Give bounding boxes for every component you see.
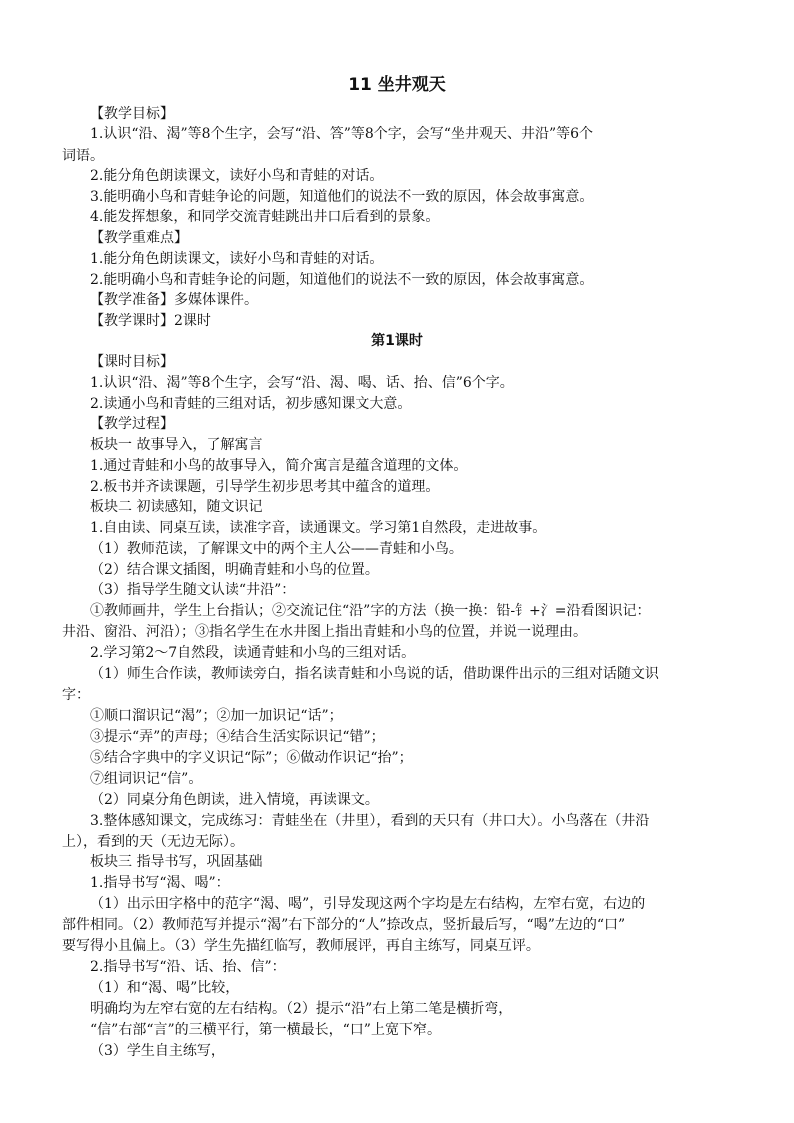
text-line: ①教师画井，学生上台指认；②交流记住“沿”字的方法（换一换：铅-钅+氵=沿看图识记：	[90, 603, 651, 619]
text-line: （1）师生合作读，教师读旁白，指名读青蛙和小鸟说的话，借助课件出示的三组对话随文识	[90, 666, 659, 682]
text-line: 【教学准备】多媒体课件。	[90, 292, 258, 308]
text-line: 3.能明确小鸟和青蛙争论的问题，知道他们的说法不一致的原因，体会故事寓意。	[90, 189, 594, 205]
text-line: 3.整体感知课文，完成练习：青蛙坐在（井里），看到的天只有（井口大）。小鸟落在（井沿	[90, 813, 650, 829]
text-line: 上），看到的天（无边无际）。	[62, 834, 244, 850]
text-line: 1.能分角色朗读课文，读好小鸟和青蛙的对话。	[90, 251, 384, 267]
section-heading: 【教学过程】	[90, 416, 174, 432]
text-line: 4.能发挥想象，和同学交流青蛙跳出井口后看到的景象。	[90, 209, 440, 225]
text-line: （2）同桌分角色朗读，进入情境，再读课文。	[90, 792, 379, 808]
text-line: （1）和“渴、喝”比较，	[90, 980, 240, 996]
text-line: 2.读通小鸟和青蛙的三组对话，初步感知课文大意。	[90, 396, 412, 412]
block-heading: 板块一 故事导入，了解寓言	[90, 437, 263, 453]
block-heading: 板块三 指导书写，巩固基础	[90, 854, 263, 870]
text-line: 1.认识“沿、渴”等8个生字，会写“沿、渴、喝、话、抬、信”6个字。	[90, 375, 514, 391]
text-line: 1.通过青蛙和小鸟的故事导入，简介寓言是蕴含道理的文体。	[90, 458, 468, 474]
page-title: 11 坐井观天	[348, 75, 446, 95]
text-line: 词语。	[62, 148, 104, 164]
text-line: 部件相同。（2）教师范写并提示“渴”右下部分的“人”捺改点，竖折最后写，“喝”左边的“口”	[62, 917, 626, 933]
text-line: 1.认识“沿、渴”等8个生字，会写“沿、答”等8个字，会写“坐井观天、井沿”等6个	[90, 126, 594, 142]
text-line: ③提示“弄”的声母；④结合生活实际识记“错”；	[90, 729, 385, 745]
text-line: ⑤结合字典中的字义识记“际”；⑥做动作识记“抬”；	[90, 750, 413, 766]
text-line: （1）出示田字格中的范字“渴、喝”，引导发现这两个字均是左右结构，左窄右宽，右边的	[90, 896, 646, 912]
section-subtitle: 第1课时	[371, 333, 423, 349]
text-line: ⑦组词识记“信”。	[90, 771, 203, 787]
text-line: “信”右部“言”的三横平行，第一横最长，“口”上宽下窄。	[90, 1022, 441, 1038]
text-line: （1）教师范读，了解课文中的两个主人公——青蛙和小鸟。	[90, 541, 463, 557]
section-heading: 【课时目标】	[90, 354, 174, 370]
text-line: （3）指导学生随文认读“井沿”：	[90, 582, 296, 598]
text-line: 1.指导书写“渴、喝”：	[90, 875, 230, 891]
text-line: 井沿、窗沿、河沿）；③指名学生在水井图上指出青蛙和小鸟的位置，并说一说理由。	[62, 624, 587, 640]
text-line: 字：	[62, 687, 90, 703]
text-line: （3）学生自主练写，	[90, 1043, 225, 1059]
text-line: 1.自由读、同桌互读，读准字音，读通课文。学习第1自然段，走进故事。	[90, 520, 547, 536]
text-line: （2）结合课文插图，明确青蛙和小鸟的位置。	[90, 562, 379, 578]
block-heading: 板块二 初读感知，随文识记	[90, 499, 263, 515]
text-line: 2.学习第2～7自然段，读通青蛙和小鸟的三组对话。	[90, 645, 416, 661]
text-line: 2.指导书写“沿、话、抬、信”：	[90, 959, 286, 975]
text-line: 明确均为左窄右宽的左右结构。（2）提示“沿”右上第二笔是横折弯，	[90, 1001, 513, 1017]
section-heading: 【教学目标】	[90, 106, 174, 122]
text-line: ①顺口溜识记“渴”；②加一加识记“话”；	[90, 708, 343, 724]
section-heading: 【教学重难点】	[90, 230, 188, 246]
text-line: 2.板书并齐读课题，引导学生初步思考其中蕴含的道理。	[90, 479, 440, 495]
text-line: 2.能明确小鸟和青蛙争论的问题，知道他们的说法不一致的原因，体会故事寓意。	[90, 272, 594, 288]
text-line: 2.能分角色朗读课文，读好小鸟和青蛙的对话。	[90, 168, 384, 184]
text-line: 要写得小且偏上。（3）学生先描红临写，教师展评，再自主练写，同桌互评。	[62, 938, 540, 954]
text-line: 【教学课时】2课时	[90, 313, 211, 329]
